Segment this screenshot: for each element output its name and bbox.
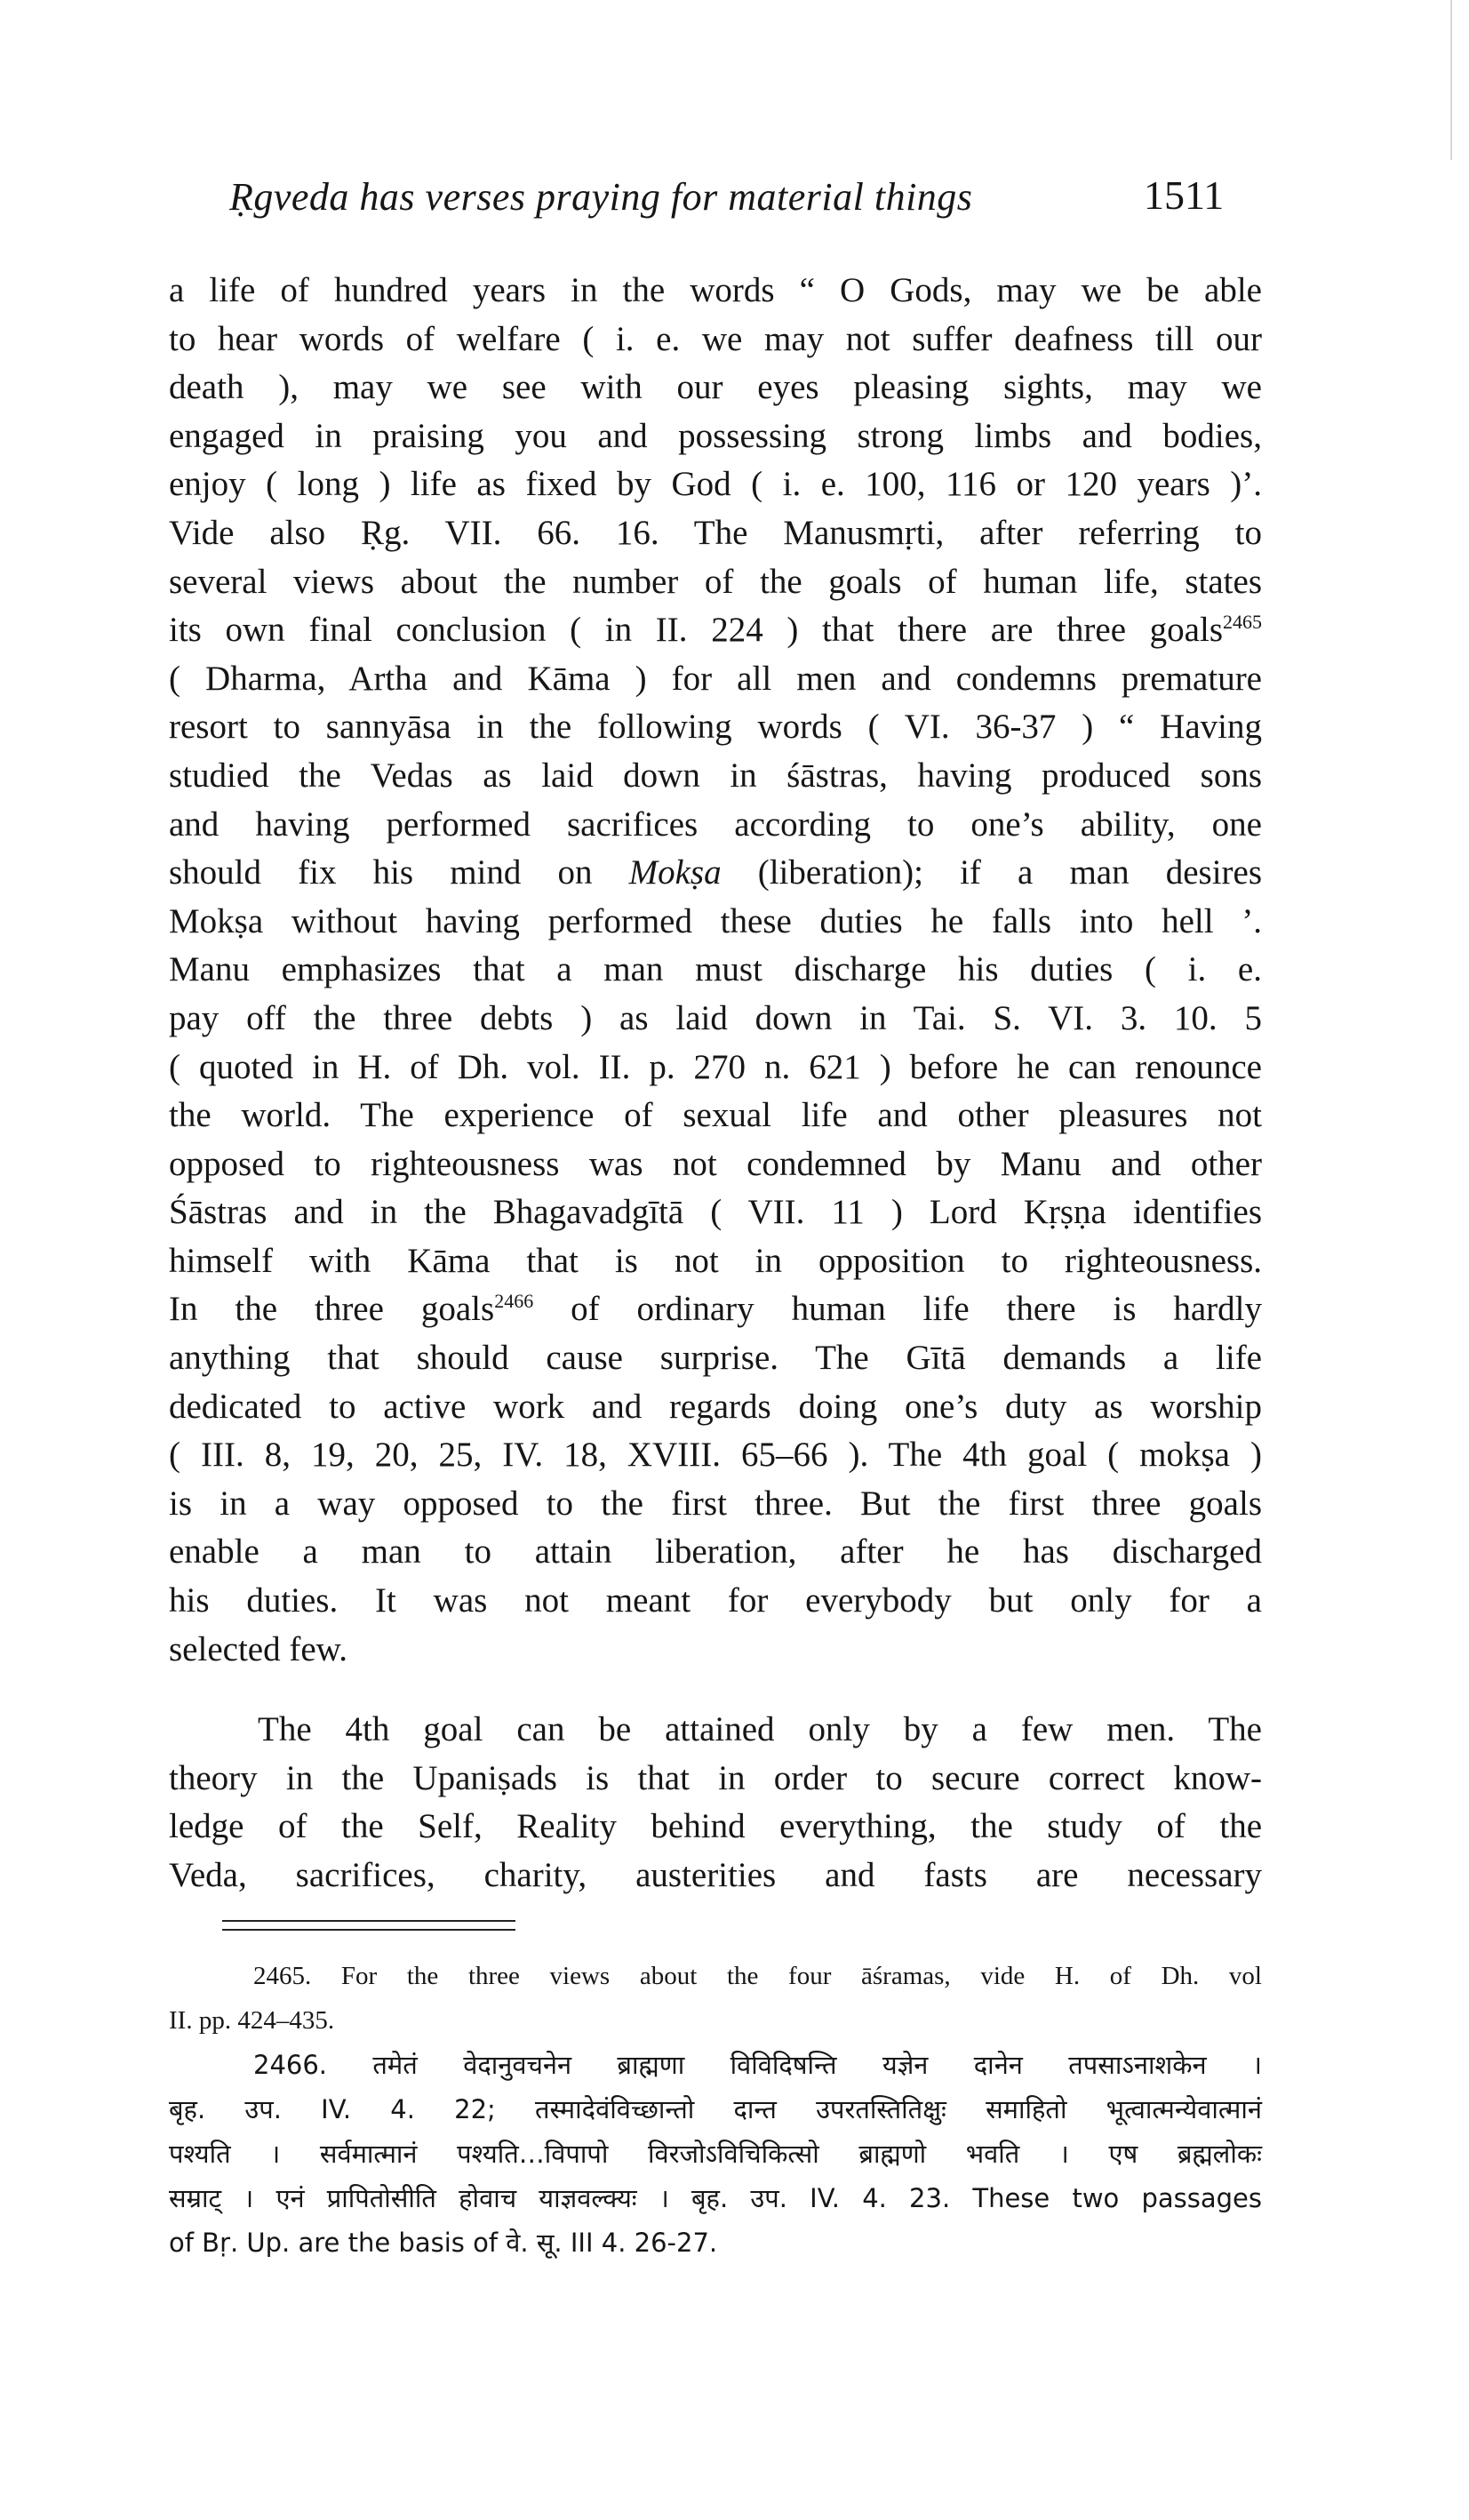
text-line: death ), may we see with our eyes pleasing sights, may we — [169, 368, 1262, 407]
footnote-2466-line: सम्राट् । एनं प्रापितोसीति होवाच याज्ञवल्क्यः । बृह. उप. IV. 4. 23. These two passages — [169, 2183, 1262, 2213]
text-fragment: of ordinary human life there is hardly — [571, 1290, 1263, 1329]
text-line: and having performed sacrifices according to one’s ability, one — [169, 804, 1262, 844]
page-number: 1511 — [1144, 172, 1225, 218]
text-fragment: (liberation); if a man desires — [757, 853, 1263, 892]
text-line: opposed to righteousness was not condemned by Manu and other — [169, 1144, 1262, 1183]
running-title: Ṛgveda has verses praying for material things — [229, 175, 973, 219]
text-fragment: its own final conclusion ( in II. 224 ) that there are three goals — [169, 611, 1223, 650]
footnote-2465-line: II. pp. 424–435. — [169, 2006, 335, 2035]
footnote-ref-2465: 2465 — [1223, 611, 1262, 634]
text-line: ( III. 8, 19, 20, 25, IV. 18, XVIII. 65–66 ). The 4th goal ( mokṣa ) — [169, 1436, 1262, 1475]
footnote-separator — [222, 1920, 515, 1922]
text-line: is in a way opposed to the first three. But the first three goals — [169, 1484, 1262, 1523]
footnote-separator — [222, 1929, 515, 1931]
text-line: resort to sannyāsa in the following words ( VI. 36-37 ) “ Having — [169, 708, 1262, 747]
text-line: Veda, sacrifices, charity, austerities and fasts are necessary — [169, 1856, 1262, 1894]
footnote-2466-line: पश्यति । सर्वमात्मानं पश्यति…विपापो विरजोऽविचिकित्सो ब्राह्मणो भवति । एष ब्रह्मलोकः — [169, 2139, 1262, 2169]
text-fragment: should fix his mind on — [169, 853, 593, 892]
text-line: theory in the Upaniṣads is that in order to secure correct know- — [169, 1758, 1262, 1797]
text-line: enable a man to attain liberation, after he has discharged — [169, 1532, 1262, 1572]
footnotes — [169, 1954, 1262, 2265]
text-line — [169, 1285, 1262, 1334]
text-line: to hear words of welfare ( i. e. we may not suffer deafness till our — [169, 319, 1262, 358]
text-line: studied the Vedas as laid down in śāstras, having produced sons — [169, 756, 1262, 795]
text-line: the world. The experience of sexual life and other pleasures not — [169, 1096, 1262, 1135]
text-line: himself with Kāma that is not in opposition to righteousness. — [169, 1241, 1262, 1280]
text-line: Mokṣa without having performed these duties he falls into hell ’. — [169, 901, 1262, 940]
text-line: Śāstras and in the Bhagavadgītā ( VII. 11 ) Lord Kṛṣṇa identifies — [169, 1193, 1262, 1232]
text-line: anything that should cause surprise. The Gītā demands a life — [169, 1339, 1262, 1378]
text-line: ( quoted in H. of Dh. vol. II. p. 270 n. 621 ) before he can renounce — [169, 1047, 1262, 1086]
text-line: ledge of the Self, Reality behind everything, the study of the — [169, 1807, 1262, 1846]
footnote-ref-2466: 2466 — [494, 1290, 534, 1313]
text-line: engaged in praising you and possessing strong limbs and bodies, — [169, 416, 1262, 455]
text-line — [169, 849, 1262, 898]
text-line: his duties. It was not meant for everybody but only for a — [169, 1581, 1262, 1620]
text-line: pay off the three debts ) as laid down in Tai. S. VI. 3. 10. 5 — [169, 998, 1262, 1037]
footnote-2465-line: 2465. For the three views about the four āśramas, vide H. of Dh. vol — [253, 1962, 1262, 1990]
text-line: Manu emphasizes that a man must discharge his duties ( i. e. — [169, 950, 1262, 989]
text-line: ( Dharma, Artha and Kāma ) for all men and condemns premature — [169, 659, 1262, 698]
text-line: enjoy ( long ) life as fixed by God ( i. e. 100, 116 or 120 years )’. — [169, 465, 1262, 504]
footnote-2466-line: बृह. उप. IV. 4. 22; तस्मादेवंविच्छान्तो दान्त उपरतस्तितिक्षुः समाहितो भूत्वात्मन्येवात्मानं — [169, 2094, 1262, 2124]
text-fragment: In the three goals — [169, 1290, 495, 1329]
text-line: Vide also Ṛg. VII. 66. 16. The Manusmṛti, after referring to — [169, 513, 1262, 552]
text-line: dedicated to active work and regards doing one’s duty as worship — [169, 1387, 1262, 1426]
footnote-2466-line: of Bṛ. Up. are the basis of वे. सू. III 4. 26-27. — [169, 2228, 718, 2258]
footnote-2466-line: 2466. तमेतं वेदानुवचनेन ब्राह्मणा विविदिषन्ति यज्ञेन दानेन तपसाऽनाशकेन । — [253, 2050, 1262, 2080]
italic-term: Mokṣa — [628, 853, 722, 892]
main-text — [169, 267, 1262, 1900]
text-line: several views about the number of the goals of human life, states — [169, 562, 1262, 601]
text-line: selected few. — [169, 1629, 348, 1668]
page-edge-line — [1450, 0, 1452, 160]
text-line: a life of hundred years in the words “ O Gods, may we be able — [169, 271, 1262, 309]
text-line — [169, 606, 1262, 655]
text-line: The 4th goal can be attained only by a few men. The — [258, 1710, 1262, 1749]
